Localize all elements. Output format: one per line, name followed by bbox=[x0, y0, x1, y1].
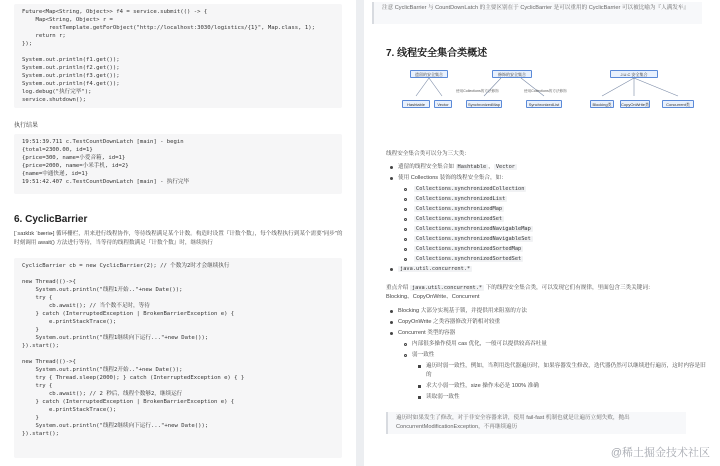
wrapped-item bbox=[414, 234, 706, 244]
keyword-list bbox=[386, 306, 706, 403]
note-quote-bottom: 遍历时如果发生了修改，对于非安全容器来讲，使用 fail-fast 机制也就是让遍历立刻失败，抛出 ConcurrentModificationException，不再继续遍历 bbox=[386, 412, 686, 434]
wrapped-sublist bbox=[386, 184, 706, 264]
wrapped-items bbox=[414, 184, 706, 264]
bullet-ring-icon bbox=[404, 228, 407, 231]
result-label: 执行结果 bbox=[14, 123, 39, 129]
list-item-cas: 内部很多操作使用 cas 优化，一般可以提供较高吞吐量 bbox=[386, 339, 706, 350]
list-item-juc: java.util.concurrent.* bbox=[386, 264, 706, 275]
code-line: log.debug("执行完毕"); bbox=[22, 89, 92, 95]
code-line: try { bbox=[22, 295, 53, 301]
code-line: System.out.println("线程1继续向下运行..."+new Date()); bbox=[22, 335, 209, 341]
wrapped-item-code: Collections.synchronizedSortedSet bbox=[416, 256, 522, 262]
code-line bbox=[22, 270, 334, 278]
code-line: System.out.println("线程1开始.."+new Date()); bbox=[22, 287, 183, 293]
code-line: } bbox=[22, 327, 39, 333]
code-line: {price=2000, name=小米手机, id=2} bbox=[22, 163, 129, 169]
note-quote-top: 注意 CyclicBarrier 与 CountDownLatch 的主要区别在于 CyclicBarrier 是可以重用的 CyclicBarrier 可以被比喻为『人满发车』 bbox=[372, 2, 702, 24]
code-line: }); bbox=[22, 41, 33, 47]
wrapped-item bbox=[414, 214, 706, 224]
box-sync-list: SynchronizedList bbox=[526, 100, 562, 108]
code-line: Map<String, Object> r = bbox=[22, 17, 113, 23]
box-wrapped: 修饰的安全集合 bbox=[492, 70, 532, 78]
wrapped-item bbox=[414, 194, 706, 204]
section-title-collections: 7. 线程安全集合类概述 bbox=[386, 48, 488, 59]
code-line bbox=[22, 350, 334, 358]
bullet-ring-icon bbox=[404, 238, 407, 241]
list-item-weak-size: 求大小弱一致性，size 操作未必是 100% 准确 bbox=[386, 381, 706, 392]
code-line: {total=2300.00, id=1} bbox=[22, 147, 93, 153]
label-wrap-map: 使用Collections的方法修饰 bbox=[456, 89, 499, 93]
wrapped-item bbox=[414, 224, 706, 234]
code-line: restTemplate.getForObject("http://localhost:3030/logistics/{1}", Map.class, 1); bbox=[22, 25, 315, 31]
box-vector: Vector bbox=[434, 100, 452, 108]
box-blocking: Blocking类 bbox=[590, 100, 614, 108]
bullet-ring-icon bbox=[404, 258, 407, 261]
watermark-text: @稀土掘金技术社区 bbox=[610, 447, 710, 459]
wrapped-item-code: Collections.synchronizedNavigableMap bbox=[416, 226, 531, 232]
code-line: 19:51:39.711 c.TestCountDownLatch [main] - begin bbox=[22, 139, 184, 145]
wrapped-item bbox=[414, 204, 706, 214]
wrapped-item-code: Collections.synchronizedSortedMap bbox=[416, 246, 522, 252]
section-title-cyclicbarrier: 6. CyclicBarrier bbox=[14, 214, 88, 225]
code-line: 19:51:42.407 c.TestCountDownLatch [main] - 执行完毕 bbox=[22, 179, 190, 185]
code-line: } bbox=[22, 415, 39, 421]
code-line: System.out.println(f3.get()); bbox=[22, 73, 120, 79]
list-item-blocking: Blocking 大部分实现基于锁，并提供用来阻塞的方法 bbox=[386, 306, 706, 317]
watermark bbox=[611, 444, 710, 460]
code-line: service.shutdown(); bbox=[22, 97, 86, 103]
code-line: }).start(); bbox=[22, 343, 60, 349]
bullet-ring-icon bbox=[404, 218, 407, 221]
wrapped-item-code: Collections.synchronizedList bbox=[416, 196, 506, 202]
bullet-ring-icon bbox=[404, 208, 407, 211]
bullet-ring-icon bbox=[404, 198, 407, 201]
code-line: new Thread(()->{ bbox=[22, 359, 76, 365]
box-cow: CopyOnWrite类 bbox=[621, 102, 649, 107]
box-legacy: 遗留的安全集合 bbox=[410, 70, 448, 78]
code-line: e.printStackTrace(); bbox=[22, 319, 117, 325]
code-line: } catch (InterruptedException | BrokenBarrierException e) { bbox=[22, 399, 235, 405]
code-line: CyclicBarrier cb = new CyclicBarrier(2); // 个数为2时才会继续执行 bbox=[22, 263, 230, 269]
code-line: cb.await(); // 2 秒后，线程个数够2，继续运行 bbox=[22, 391, 183, 397]
list-item-weak: 弱一致性 bbox=[386, 350, 706, 361]
code-line: System.out.println("线程2开始.."+new Date()); bbox=[22, 367, 183, 373]
wrapped-item bbox=[414, 254, 706, 264]
code-line: new Thread(()->{ bbox=[22, 279, 76, 285]
collection-categories bbox=[386, 162, 706, 275]
left-page bbox=[0, 0, 356, 466]
list-item-weak-iter: 遍历时弱一致性，例如，当利用迭代器遍历时，如果容器发生修改，迭代器仍然可以继续进行遍历，这时内容是旧的 bbox=[386, 361, 706, 381]
code-line: System.out.println(f2.get()); bbox=[22, 65, 120, 71]
wrapped-item-code: Collections.synchronizedCollection bbox=[416, 186, 525, 192]
code-line: System.out.println(f1.get()); bbox=[22, 57, 120, 63]
box-concurrent: Concurrent类 bbox=[662, 100, 694, 108]
box-juc: J.U.C 安全集合 bbox=[610, 70, 658, 78]
code-line bbox=[22, 48, 334, 56]
code-line: e.printStackTrace(); bbox=[22, 407, 117, 413]
code-line: } catch (InterruptedException | BrokenBarrierException e) { bbox=[22, 311, 235, 317]
wrapped-item-code: Collections.synchronizedMap bbox=[416, 206, 503, 212]
list-item-legacy: 遗留的线程安全集合如 Hashtable ， Vector bbox=[386, 162, 706, 173]
code-line: return r; bbox=[22, 33, 66, 39]
box-sync-map: SynchronizedMap bbox=[467, 102, 501, 107]
code-line: try { bbox=[22, 383, 53, 389]
bullet-ring-icon bbox=[404, 188, 407, 191]
page-gutter bbox=[356, 0, 364, 466]
code-block-cyclicbarrier bbox=[14, 258, 342, 458]
list-item-weak-read: 读取弱一致性 bbox=[386, 392, 706, 403]
focus-text: 重点介绍 java.util.concurrent.* 下的线程安全集合类，可以发现它们有规律，里面包含三类关键词： Blocking、CopyOnWrite、Concurrent bbox=[386, 285, 654, 300]
code-line: System.out.println("线程2继续向下运行..."+new Date()); bbox=[22, 423, 209, 429]
code-line: }).start(); bbox=[22, 431, 60, 437]
wrapped-item bbox=[414, 244, 706, 254]
list-item-concurrent: Concurrent 类型的容器 bbox=[386, 328, 706, 339]
intro-text: 线程安全集合类可以分为三大类： bbox=[386, 151, 470, 157]
code-line: try { Thread.sleep(2000); } catch (InterruptedException e) { } bbox=[22, 375, 245, 381]
code-block-output bbox=[14, 134, 342, 194]
code-line: cb.await(); // 当个数不足时，等待 bbox=[22, 303, 150, 309]
code-line: System.out.println(f4.get()); bbox=[22, 81, 120, 87]
section-paragraph: [ˈsaɪklɪk ˈbæriɚ] 循环栅栏，用来进行线程协作，等待线程满足某个计数。构造时设置『计数个数』，每个线程执行到某个需要"同步"的时刻调用 await() 方法进行等待，当等待的线程数满足『计数个数』时，继续执行 bbox=[14, 231, 343, 246]
code-line: Future<Map<String, Object>> f4 = service.submit(() -> { bbox=[22, 9, 208, 15]
code-line: {name=中通快递, id=1} bbox=[22, 171, 89, 177]
list-item-cow: CopyOnWrite 之类容器修改开销相对较重 bbox=[386, 317, 706, 328]
wrapped-item-code: Collections.synchronizedSet bbox=[416, 216, 503, 222]
list-item-wrapped: 使用 Collections 装饰的线程安全集合，如： bbox=[386, 173, 706, 184]
box-hashtable: Hashtable bbox=[402, 100, 430, 108]
wrapped-item-code: Collections.synchronizedNavigableSet bbox=[416, 236, 531, 242]
collections-diagram bbox=[396, 62, 706, 124]
code-block-futures bbox=[14, 4, 342, 108]
label-wrap-list: 使用Collections的方法修饰 bbox=[524, 89, 567, 93]
bullet-ring-icon bbox=[404, 248, 407, 251]
code-line: {price=300, name=小爱音箱, id=1} bbox=[22, 155, 126, 161]
wrapped-item bbox=[414, 184, 706, 194]
